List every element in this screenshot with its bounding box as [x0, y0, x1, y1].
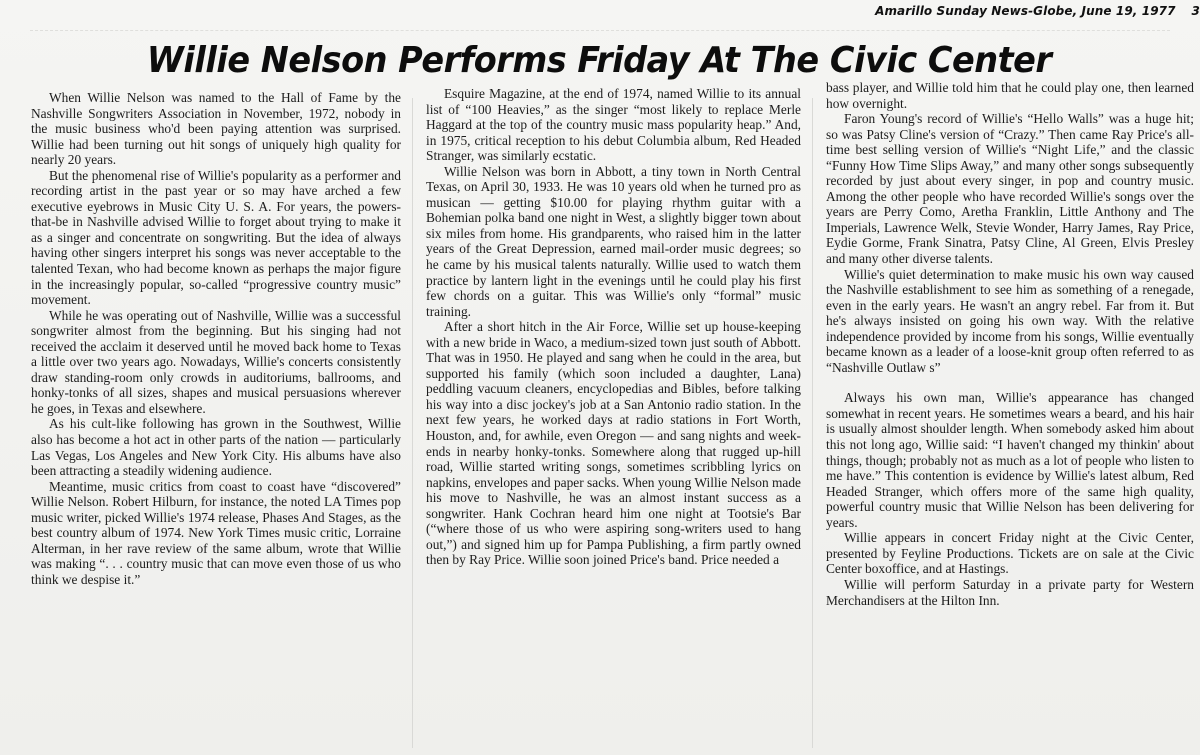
paragraph: Willie will perform Saturday in a private party for Western Merchandisers at the Hilton Inn.	[826, 576, 1194, 608]
continued-paragraph: bass player, and Willie told him that he could play one, then learned how overnight.	[826, 80, 1194, 111]
paragraph: Willie appears in concert Friday night at the Civic Center, presented by Feyline Productions. Tickets are on sale at the Civic Center boxoffice, and at Hastings.	[826, 530, 1194, 577]
publication-dateline: Amarillo Sunday News-Globe, June 19, 1977	[875, 4, 1176, 18]
paragraph: Willie's quiet determination to make music his own way caused the Nashville establishment to see him as something of a renegade, even in the early years. He wasn't an angry rebel. Far from it. But he's always insisted on going his own way. With the relative independence provided by income from his songs, Willie eventually became known as a leader of a loose-knit group often referred to as “Nashville Outlaw s”	[826, 266, 1194, 375]
masthead	[875, 4, 1200, 22]
paragraph: After a short hitch in the Air Force, Willie set up house-keeping with a new bride in Waco, a medium-sized town just south of Abbott. That was in 1950. He played and sang when he could in the area, but supported his family (which soon included a daughter, Lana) peddling vacuum cleaners, encyclopedias and Bibles, before talking his way into a disc jockey's job at a San Antonio radio station. In the next few years, he worked days at radio stations in Fort Worth, Houston, and, for awhile, even Oregon — and sang nights and week-ends in nearby honky-tonks. Somewhere along that rugged up-hill road, Willie started writing songs, sometimes scribbling lyrics on napkins, envelopes and paper sacks. When young Willie Nelson made his move to Nashville, he was an almost instant success as a songwriter. Hank Cochran heard him one night at Tootsie's Bar (“where those of us who were aspiring song-writers used to hang out,”) and signed him up for Pampa Publishing, a firm partly owned then by Ray Price. Willie soon joined Price's band. Price needed a	[426, 319, 801, 568]
paragraph: But the phenomenal rise of Willie's popularity as a performer and recording artist in the past year or so may have arched a few executive eyebrows in Music City U. S. A. For years, the powers-that-be in Nashville advised Willie to forget about trying to make it as a singer and concentrate on songwriting. But the idea of always having other singers interpret his songs was never acceptable to the talented Texan, who had become known as perhaps the major figure in the increasingly popular, so-called “progressive country music” movement.	[31, 167, 401, 308]
article-body	[14, 80, 1194, 755]
article-column-1	[31, 90, 401, 755]
page-number: 3	[1191, 4, 1200, 18]
article-column-3	[826, 80, 1194, 745]
paragraph: Always his own man, Willie's appearance has changed somewhat in recent years. He sometimes wears a beard, and his hair is usually almost shoulder length. When somebody asked him about this not long ago, Willie said: “I haven't changed my thinkin' about things, though; probably not as much as a lot of people who listen to me have.” This contention is evidence by Willie's latest album, Red Headed Stranger, which offers more of the same high quality, powerful country music that Willie Nelson has been delivering for years.	[826, 390, 1194, 530]
column-divider	[812, 98, 813, 748]
paragraph: As his cult-like following has grown in the Southwest, Willie also has become a hot act in other parts of the nation — particularly Las Vegas, Los Angeles and New York City. His albums have also been attracting a steadily widening audience.	[31, 416, 401, 479]
article-headline: Willie Nelson Performs Friday At The Civic Center	[146, 40, 1052, 81]
paragraph: Esquire Magazine, at the end of 1974, named Willie to its annual list of “100 Heavies,” as the singer “most likely to replace Merle Haggard at the top of the country music mass popularity heap.” And, in 1975, critical reception to his debut Columbia album, Red Headed Stranger, was similarly ecstatic.	[426, 86, 801, 164]
column-divider	[412, 98, 413, 748]
article-column-2	[426, 86, 801, 751]
paragraph: When Willie Nelson was named to the Hall of Fame by the Nashville Songwriters Association in November, 1972, nobody in the music business who'd been paying attention was surprised. Willie had been turning out hit songs of uniquely high quality for nearly 20 years.	[31, 90, 401, 168]
paragraph: Meantime, music critics from coast to coast have “discovered” Willie Nelson. Robert Hilburn, for instance, the noted LA Times pop music writer, picked Willie's 1974 release, Phases And Stages, as the best country album of 1974. New York Times music critic, Lorraine Alterman, in her rave review of the same album, wrote that Willie was making “. . . country music that can move even those of us who think we despise it.”	[31, 478, 401, 587]
paragraph: While he was operating out of Nashville, Willie was a successful songwriter almost from the beginning. But his singing had not received the acclaim it deserved until he moved back home to Texas a little over two years ago. Nowadays, Willie's concerts consistently draw standing-room only crowds in auditoriums, ballrooms, and honky-tonks of all sizes, shapes and musical persuasions wherever he goes, in Texas and elsewhere.	[31, 307, 401, 416]
paragraph: Willie Nelson was born in Abbott, a tiny town in North Central Texas, on April 30, 1933. He was 10 years old when he turned pro as musican — getting $10.00 for playing rhythm guitar with a Bohemian polka band one night in West, a slightly bigger town about six miles from home. His grandparents, who raised him in the latter years of the Great Depression, earned mail-order music degrees; so he came by his musical talents naturally. Willie used to watch them practice by lantern light in the evenings until he could play his first few chords on a guitar. This was Willie's only “formal” music training.	[426, 163, 801, 319]
paragraph: Faron Young's record of Willie's “Hello Walls” was a huge hit; so was Patsy Cline's version of “Crazy.” Then came Ray Price's all-time best selling version of Willie's “Night Life,” and the classic “Funny How Time Slips Away,” and many other songs subsequently recorded by just about every singer, in pop and country music. Among the other people who have recorded Willie's songs over the years are Perry Como, Aretha Franklin, Little Anthony and The Imperials, Lawrence Welk, Stevie Wonder, Harry James, Ray Price, Eydie Gorme, Frank Sinatra, Patsy Cline, Al Green, Elvis Presley and many other diverse talents.	[826, 111, 1194, 267]
